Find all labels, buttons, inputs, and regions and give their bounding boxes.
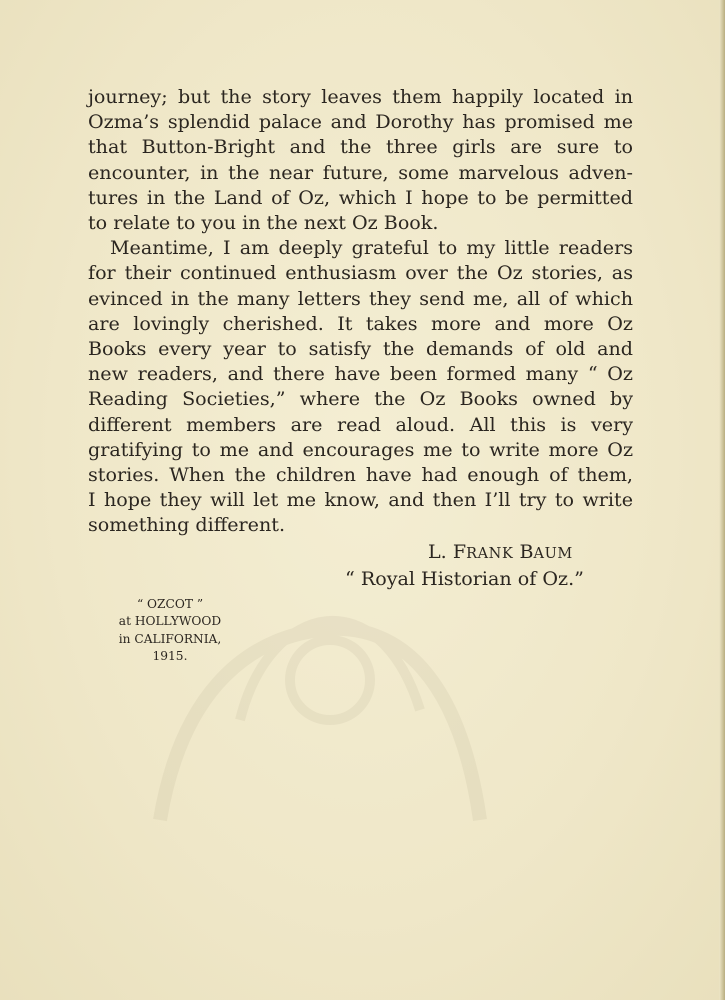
text-line: gratifying to me and encourages me to write more Oz bbox=[88, 437, 633, 461]
text-line: Reading Societies,” where the Oz Books owned by bbox=[88, 387, 633, 411]
author-title: “ Royal Historian of Oz.” bbox=[345, 567, 584, 590]
text-line: something different. bbox=[88, 513, 286, 537]
text-line: are lovingly cherished. It takes more and more Oz bbox=[88, 311, 633, 335]
text-line: Meantime, I am deeply grateful to my little readers bbox=[110, 236, 633, 260]
text-line: journey; but the story leaves them happily located in bbox=[88, 85, 633, 108]
page-edge bbox=[719, 0, 725, 1000]
text-line: encounter, in the near future, some marvelous adven- bbox=[88, 160, 633, 184]
text-line: evinced in the many letters they send me, all of which bbox=[88, 286, 633, 310]
place-line: in CALIFORNIA, bbox=[118, 631, 222, 646]
text-line: Ozma’s splendid palace and Dorothy has promised me bbox=[88, 110, 633, 134]
text-line: tures in the Land of Oz, which I hope to be permitted bbox=[88, 185, 633, 209]
text-line: Books every year to satisfy the demands of old and bbox=[88, 337, 633, 361]
text-line: to relate to you in the next Oz Book. bbox=[88, 211, 439, 235]
text-line: that Button-Bright and the three girls are sure to bbox=[88, 135, 633, 159]
place-line: at HOLLYWOOD bbox=[118, 614, 222, 629]
place-and-date bbox=[80, 596, 260, 666]
place-line: “ OZCOT ” bbox=[136, 597, 204, 611]
body-text bbox=[88, 84, 633, 538]
signature-first-rest: RANK bbox=[466, 546, 514, 562]
text-line: different members are read aloud. All this is very bbox=[88, 412, 633, 436]
signature-initial: L. F bbox=[428, 540, 467, 563]
author-signature bbox=[428, 540, 573, 563]
text-line: for their continued enthusiasm over the Oz stories, as bbox=[88, 261, 633, 285]
text-line: stories. When the children have had enough of them, bbox=[88, 463, 633, 487]
text-line: new readers, and there have been formed many “ Oz bbox=[88, 362, 633, 386]
signature-last-rest: AUM bbox=[533, 546, 573, 562]
signature-last-initial: B bbox=[519, 540, 534, 563]
text-line: I hope they will let me know, and then I’ll try to write bbox=[88, 488, 633, 512]
place-year: 1915. bbox=[152, 649, 188, 664]
